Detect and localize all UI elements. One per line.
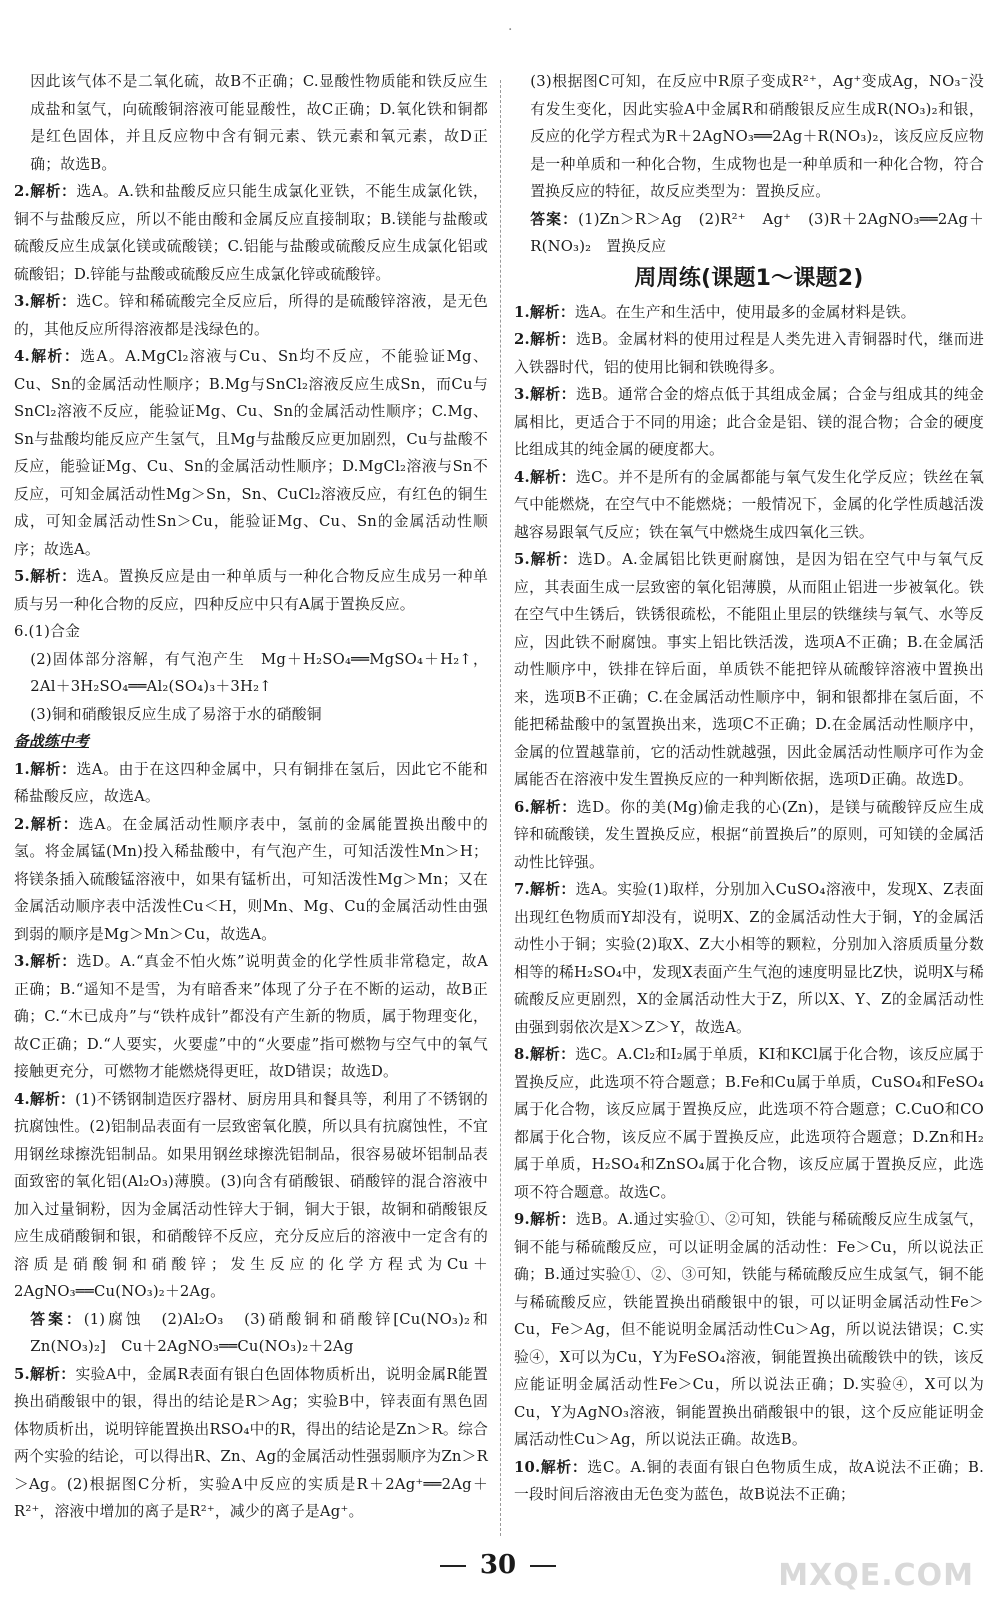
paragraph: 3.解析：选B。通常合金的熔点低于其组成金属；合金与组成其的纯金属相比，更适合于不同的用途；此合金是铝、镁的混合物；合金的硬度比组成其的纯金属的硬度都大。 <box>514 386 985 458</box>
paragraph: 9.解析：选B。A.通过实验①、②可知，铁能与稀硫酸反应生成氢气，铜不能与稀硫酸反应，可以证明金属的活动性：Fe＞Cu，所以说法正确；B.通过实验①、②、③可知，铁能与稀硫酸反应生成氢气，铜不能与稀硫酸反应，铁能置换出硝酸银中的银，可以证明金属活动性Fe＞Cu，Fe＞Ag，但不能说明金属活动性Cu＞Ag，所以说法错误；C.实验④，X可以为Cu，Y为FeSO₄溶液，铜能置换出硫酸铁中的铁，该反应能证明金属活动性Fe＞Cu，所以说法正确；D.实验④，X可以为Cu，Y为AgNO₃溶液，铜能置换出硝酸银中的银，这个反应能证明金属活动性Cu＞Ag，所以说法正确。故选B。 <box>514 1211 984 1448</box>
paragraph: 6.解析：选D。你的美(Mg)偷走我的心(Zn)，是镁与硫酸锌反应生成锌和硫酸镁，发生置换反应，根据“前置换后”的原则，可知镁的金属活动性比锌强。 <box>514 798 985 871</box>
item-marker: 7.解析： <box>514 881 576 898</box>
item-marker: 答案： <box>30 1310 84 1328</box>
footer-dash-right <box>530 1565 556 1567</box>
paragraph: 答案：(1)腐蚀 (2)Al₂O₃ (3)硝酸铜和硝酸锌[Cu(NO₃)₂和Zn(NO₃)₂] Cu＋2AgNO₃══Cu(NO₃)₂＋2Ag <box>30 1310 488 1355</box>
column-divider <box>500 80 501 1536</box>
paragraph: 2.解析：选A。在金属活动性顺序表中，氢前的金属能置换出酸中的氢。将金属锰(Mn)投入稀盐酸中，有气泡产生，可知活泼性Mn＞H；将镁条插入硫酸锰溶液中，如果有锰析出，可知活泼性Mg＞Mn；又在金属活动顺序表中活泼性Cu＜H，则Mn、Mg、Cu的金属活动性由强到弱的顺序是Mg＞Mn＞Cu，故选A。 <box>14 815 489 943</box>
item-marker: 5.解析： <box>14 568 77 585</box>
item-marker: 4.解析： <box>14 1090 76 1108</box>
paragraph: 5.解析：选D。A.金属铝比铁更耐腐蚀，是因为铝在空气中与氧气反应，其表面生成一层致密的氧化铝薄膜，从而阻止铝进一步被氧化。铁在空气中生锈后，铁锈很疏松，不能阻止里层的铁继续与氧气、水等反应，因此铁不耐腐蚀。事实上铝比铁活泼，选项A不正确；B.在金属活动性顺序中，铁排在锌后面，单质铁不能把锌从硫酸锌溶液中置换出来，选项B不正确；C.在金属活动性顺序中，铜和银都排在氢后面，不能把稀盐酸中的氢置换出来，选项C不正确；D.在金属活动性顺序中，金属的位置越靠前，它的活动性就越强，因此金属活动性顺序可作为金属能否在溶液中发生置换反应的一种判断依据，选项D正确。故选D。 <box>514 551 985 788</box>
paragraph: (2)固体部分溶解，有气泡产生 Mg＋H₂SO₄══MgSO₄＋H₂↑，2Al＋3H₂SO₄══Al₂(SO₄)₃＋3H₂↑ <box>30 650 488 695</box>
paragraph: 1.解析：选A。在生产和生活中，使用最多的金属材料是铁。 <box>514 303 916 321</box>
item-marker: 1.解析： <box>514 303 575 321</box>
watermark-logo: MXQE.COM <box>778 1558 974 1593</box>
paragraph: 8.解析：选C。A.Cl₂和I₂属于单质，KI和KCl属于化合物，该反应属于置换反应，此选项不符合题意；B.Fe和Cu属于单质，CuSO₄和FeSO₄属于化合物，该反应属于置换反应，此选项不符合题意；C.CuO和CO都属于化合物，该反应不属于置换反应，此选项符合题意；D.Zn和H₂属于单质，H₂SO₄和ZnSO₄属于化合物，该反应属于置换反应，此选项不符合题意。故选C。 <box>514 1046 984 1201</box>
item-marker: 5.解析： <box>14 1365 76 1383</box>
paragraph: 10.解析：选C。A.铜的表面有银白色物质生成，故A说法不正确；B.一段时间后溶液由无色变为蓝色，故B说法不正确； <box>514 1458 984 1503</box>
paragraph: 3.解析：选D。A.“真金不怕火炼”说明黄金的化学性质非常稳定，故A正确；B.“遥知不是雪，为有暗香来”体现了分子在不断的运动，故B正确；C.“木已成舟”与“铁杵成针”都没有产生新的物质，属于物理变化，故C正确；D.“人要实，火要虚”中的“火要虚”指可燃物与空气中的氧气接触更充分，可燃物才能燃烧得更旺，故D错误；故选D。 <box>14 953 488 1080</box>
paragraph: 2.解析：选B。金属材料的使用过程是人类先进入青铜器时代，继而进入铁器时代，铝的使用比铜和铁晚得多。 <box>514 331 985 376</box>
section-heading: 备战练中考 <box>14 733 89 750</box>
paragraph: 5.解析：实验A中，金属R表面有银白色固体物质析出，说明金属R能置换出硝酸银中的银，得出的结论是R＞Ag；实验B中，锌表面有黑色固体物质析出，说明锌能置换出RSO₄中的R，得出的结论是Zn＞R。综合两个实验的结论，可以得出R、Zn、Ag的金属活动性强弱顺序为Zn＞R＞Ag。(2)根据图C分析，实验A中反应的实质是R＋2Ag⁺══2Ag＋R²⁺，溶液中增加的离子是R²⁺，减少的离子是Ag⁺。 <box>14 1365 489 1520</box>
item-marker: 4.解析： <box>514 468 576 486</box>
page-number: 30 <box>479 1550 517 1580</box>
paragraph: 答案：(1)Zn＞R＞Ag (2)R²⁺ Ag⁺ (3)R＋2AgNO₃══2Ag＋R(NO₃)₂ 置换反应 <box>530 210 984 255</box>
paragraph: 4.解析：(1)不锈钢制造医疗器材、厨房用具和餐具等，利用了不锈钢的抗腐蚀性。(2)铝制品表面有一层致密氧化膜，所以具有抗腐蚀性，不宜用钢丝球擦洗铝制品。如果用钢丝球擦洗铝制品，很容易破坏铝制品表面致密的氧化铝(Al₂O₃)薄膜。(3)向含有硝酸银、硝酸锌的混合溶液中加入过量铜粉，因为金属活动性锌大于铜，铜大于银，故铜和硝酸银反应生成硝酸铜和银，和硝酸锌不反应，充分反应后的溶液中一定含有的溶质是硝酸铜和硝酸锌；发生反应的化学方程式为Cu＋2AgNO₃══Cu(NO₃)₂＋2Ag。 <box>14 1090 488 1300</box>
item-marker: 8.解析： <box>514 1046 576 1063</box>
paragraph: 4.解析：选C。并不是所有的金属都能与氧气发生化学反应；铁丝在氧气中能燃烧，在空气中不能燃烧；一般情况下，金属的化学性质越活泼越容易跟氧气反应；铁在氧气中燃烧生成四氧化三铁。 <box>514 468 984 541</box>
item-marker: 1.解析： <box>14 760 77 778</box>
binding-dot: · <box>508 22 513 38</box>
paragraph: 4.解析：选A。A.MgCl₂溶液与Cu、Sn均不反应，不能验证Mg、Cu、Sn的金属活动性顺序；B.Mg与SnCl₂溶液反应生成Sn，而Cu与SnCl₂溶液不反应，能验证Mg、Cu、Sn的金属活动性顺序；C.Mg、Sn与盐酸均能反应产生氢气，且Mg与盐酸反应更加剧烈，Cu与盐酸不反应，能验证Mg、Cu、Sn的金属活动性顺序；D.MgCl₂溶液与Sn不反应，可知金属活动性Mg＞Sn，Sn、CuCl₂溶液反应，有红色的铜生成，可知金属活动性Sn＞Cu，能验证Mg、Cu、Sn的金属活动性顺序；故选A。 <box>14 348 489 558</box>
item-marker: 3.解析： <box>14 293 77 310</box>
item-marker: 4.解析： <box>14 348 81 365</box>
paragraph: 1.解析：选A。由于在这四种金属中，只有铜排在氢后，因此它不能和稀盐酸反应，故选A。 <box>14 760 488 805</box>
item-marker: 3.解析： <box>14 953 77 970</box>
item-marker: 10.解析： <box>514 1458 588 1476</box>
week-practice-heading: 周周练(课题1～课题2) <box>634 265 864 291</box>
item-marker: 2.解析： <box>14 183 77 200</box>
paragraph: 7.解析：选A。实验(1)取样，分别加入CuSO₄溶液中，发现X、Z表面出现红色物质而Y却没有，说明X、Z的金属活动性大于铜，Y的金属活动性小于铜；实验(2)取X、Z大小相等的颗粒，分别加入溶质质量分数相等的稀H₂SO₄中，发现X表面产生气泡的速度明显比Z快，说明X与稀硫酸反应更剧烈，X的金属活动性大于Z，所以X、Y、Z的金属活动性由强到弱依次是X＞Z＞Y，故选A。 <box>514 881 984 1036</box>
paragraph: 3.解析：选C。锌和稀硫酸完全反应后，所得的是硫酸锌溶液，是无色的，其他反应所得溶液都是浅绿色的。 <box>14 293 488 338</box>
item-marker: 3.解析： <box>514 386 576 403</box>
item-marker: 5.解析： <box>514 551 578 568</box>
item-marker: 答案： <box>530 210 579 228</box>
item-marker: 2.解析： <box>514 331 576 348</box>
item-marker: 2.解析： <box>14 815 79 833</box>
right-column <box>514 68 984 1509</box>
paragraph: (3)根据图C可知，在反应中R原子变成R²⁺，Ag⁺变成Ag，NO₃⁻没有发生变化，因此实验A中金属R和硝酸银反应生成R(NO₃)₂和银，反应的化学方程式为R＋2AgNO₃══2Ag＋R(NO₃)₂，该反应反应物是一种单质和一种化合物，生成物也是一种单质和一种化合物，符合置换反应的特征，故反应类型为：置换反应。 <box>530 73 984 200</box>
paragraph: 2.解析：选A。A.铁和盐酸反应只能生成氯化亚铁，不能生成氯化铁，铜不与盐酸反应，所以不能由酸和金属反应直接制取；B.镁能与盐酸或硫酸反应生成氯化镁或硫酸镁；C.铝能与盐酸或硫酸反应生成氯化铝或硫酸铝；D.锌能与盐酸或硫酸反应生成氯化锌或硫酸锌。 <box>14 183 488 283</box>
paragraph: 5.解析：选A。置换反应是由一种单质与一种化合物反应生成另一种单质与另一种化合物的反应，四种反应中只有A属于置换反应。 <box>14 568 488 613</box>
paragraph: 6.(1)合金 <box>14 623 81 640</box>
left-column <box>14 68 488 1526</box>
footer-dash-left <box>440 1565 466 1567</box>
item-marker: 9.解析： <box>514 1211 576 1228</box>
paragraph: (3)铜和硝酸银反应生成了易溶于水的硝酸铜 <box>30 705 322 723</box>
item-marker: 6.解析： <box>514 798 577 816</box>
paragraph: 因此该气体不是二氧化硫，故B不正确；C.显酸性物质能和铁反应生成盐和氢气，向硫酸铜溶液可能显酸性，故C正确；D.氧化铁和铜都是红色固体，并且反应物中含有铜元素、铁元素和氧元素，故D正确；故选B。 <box>30 73 488 173</box>
